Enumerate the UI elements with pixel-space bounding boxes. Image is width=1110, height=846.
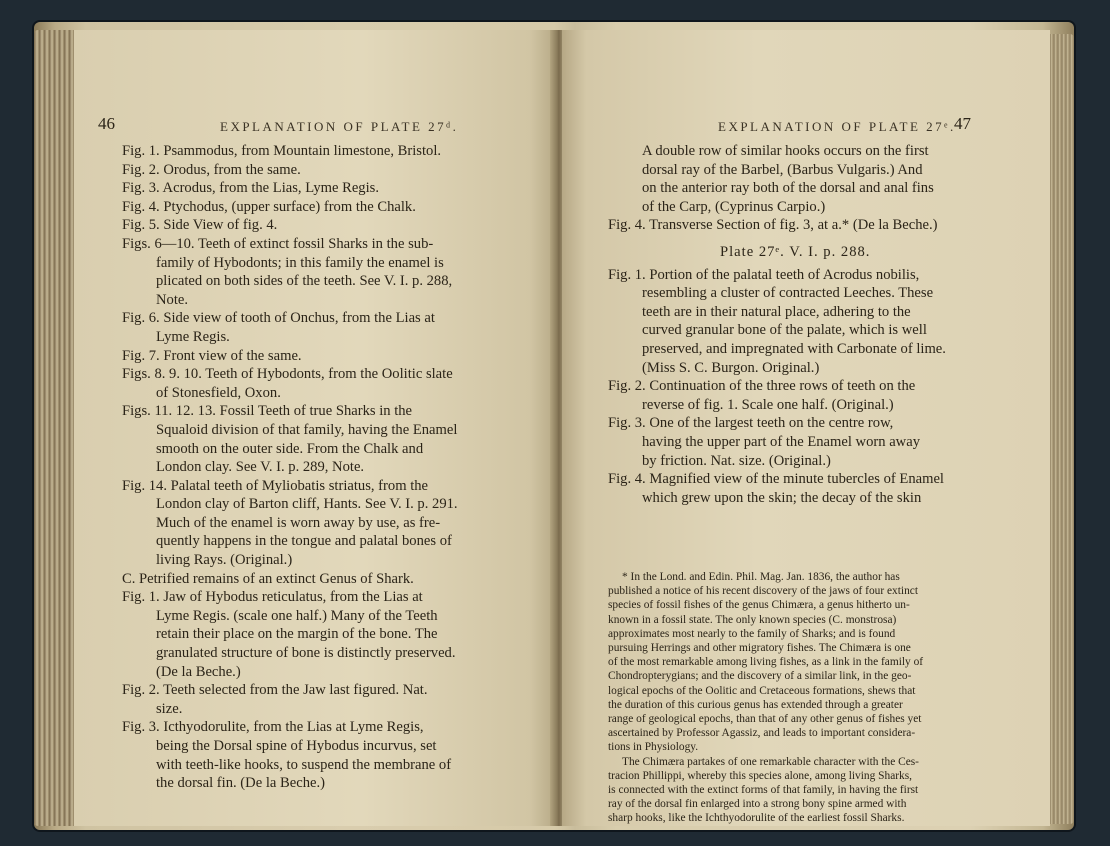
text-line: size. [156,700,183,717]
text-line: Fig. 1. Jaw of Hybodus reticulatus, from the Lias at [122,589,423,606]
text-line: London clay. See V. I. p. 289, Note. [156,459,365,476]
running-header: EXPLANATION OF PLATE 27ᵈ. [220,119,459,134]
footnote-line: published a notice of his recent discovery of the jaws of four extinct [608,585,918,598]
text-line: Lyme Regis. (scale one half.) Many of the Teeth [156,607,438,624]
text-line: smooth on the outer side. From the Chalk and [156,440,424,457]
text-line: the dorsal fin. (De la Beche.) [156,775,325,792]
text-line: Fig. 1. Portion of the palatal teeth of Acrodus nobilis, [608,266,920,283]
text-line: Fig. 2. Teeth selected from the Jaw last figured. Nat. [122,682,428,699]
text-line: reverse of fig. 1. Scale one half. (Original.) [642,396,894,413]
right-page-text [608,142,1018,507]
footnote-line: species of fossil fishes of the genus Chimæra, a genus hitherto un- [608,599,910,612]
text-line: Fig. 7. Front view of the same. [122,347,302,364]
open-book [34,22,1074,830]
text-line: Much of the enamel is worn away by use, as fre- [156,514,441,531]
text-line: living Rays. (Original.) [156,552,293,569]
text-line: preserved, and impregnated with Carbonate of lime. [642,340,946,357]
text-line: (Miss S. C. Burgon. Original.) [642,359,820,376]
footnote-line: is connected with the extinct forms of that family, in having the first [608,784,919,797]
page-number: 47 [954,114,971,133]
text-line: dorsal ray of the Barbel, (Barbus Vulgaris.) And [642,161,923,178]
footnote-line: * In the Lond. and Edin. Phil. Mag. Jan. 1836, the author has [622,571,900,583]
text-line: Fig. 2. Orodus, from the same. [122,161,301,178]
right-page [562,30,1050,826]
text-line: retain their place on the margin of the bone. The [156,626,438,643]
text-line: Fig. 4. Magnified view of the minute tubercles of Enamel [608,471,944,488]
footnote-line: sharp hooks, like the Ichthyodorulite of the earliest fossil Sharks. [608,812,905,825]
text-line: of the Carp, (Cyprinus Carpio.) [642,198,826,215]
text-line: London clay of Barton cliff, Hants. See V. I. p. 291. [156,496,458,513]
text-line: Fig. 3. Icthyodorulite, from the Lias at Lyme Regis, [122,719,424,736]
text-line: Note. [156,291,189,308]
text-line: on the anterior ray both of the dorsal and anal fins [642,180,934,197]
footnote-line: ascertained by Professor Agassiz, and leads to important considera- [608,727,916,740]
footnote-line: of the most remarkable among living fishes, as a link in the family of [608,656,924,669]
text-line: Figs. 6—10. Teeth of extinct fossil Sharks in the sub- [122,235,434,252]
text-line: Fig. 6. Side view of tooth of Onchus, from the Lias at [122,310,435,327]
text-line: (De la Beche.) [156,663,241,680]
page-number: 46 [98,114,115,133]
text-line: Fig. 2. Continuation of the three rows of teeth on the [608,378,916,395]
text-line: quently happens in the tongue and palatal bones of [156,533,452,550]
text-line: teeth are in their natural place, adhering to the [642,303,911,320]
text-line: Figs. 8. 9. 10. Teeth of Hybodonts, from the Oolitic slate [122,366,453,383]
footnote-line: logical epochs of the Oolitic and Cretaceous formations, shews that [608,684,916,697]
footnote-line: the duration of this curious genus has extended through a greater [608,698,903,711]
text-line: Fig. 1. Psammodus, from Mountain limestone, Bristol. [122,143,442,159]
footnote-line: ray of the dorsal fin enlarged into a strong bony spine armed with [608,798,907,811]
text-line: Fig. 4. Ptychodus, (upper surface) from the Chalk. [122,198,416,215]
text-line: Figs. 11. 12. 13. Fossil Teeth of true Sharks in the [122,403,413,420]
footnote-line: Chondropterygians; and the discovery of a similar link, in the geo- [608,670,912,683]
text-line: C. Petrified remains of an extinct Genus of Shark. [122,570,414,587]
text-line: Fig. 4. Transverse Section of fig. 3, at a.* (De la Beche.) [608,217,938,234]
text-line: A double row of similar hooks occurs on the first [642,143,929,159]
footnote-line: approximates most nearly to the family of Sharks; and is found [608,627,896,640]
text-line: Lyme Regis. [156,328,230,345]
text-line: by friction. Nat. size. (Original.) [642,452,831,469]
text-line: Squaloid division of that family, having the Enamel [156,421,458,438]
text-line: having the upper part of the Enamel worn away [642,433,920,450]
text-line: of Stonesfield, Oxon. [156,384,281,401]
footnote-line: tracion Phillippi, whereby this species alone, among living Sharks, [608,769,913,782]
text-line: resembling a cluster of contracted Leeches. These [642,285,934,302]
left-page-text [122,142,532,793]
text-line: curved granular bone of the palate, which is well [642,322,927,339]
text-line: with teeth-like hooks, to suspend the membrane of [156,756,452,773]
footnote [608,570,1018,826]
text-line: Fig. 5. Side View of fig. 4. [122,217,278,234]
footnote-line: known in a fossil state. The only known species (C. monstrosa) [608,613,897,626]
running-header: EXPLANATION OF PLATE 27ᵉ. [718,119,956,134]
left-page [74,30,554,826]
text-line: Fig. 3. Acrodus, from the Lias, Lyme Regis. [122,180,379,197]
text-line [608,235,1018,243]
page-edges-right [1048,34,1074,824]
footnote-line: tions in Physiology. [608,741,699,754]
footnote-line: The Chimæra partakes of one remarkable character with the Ces- [622,755,919,768]
text-line: plicated on both sides of the teeth. See V. I. p. 288, [156,273,453,290]
text-line: which grew upon the skin; the decay of the skin [642,489,922,506]
text-line: family of Hybodonts; in this family the enamel is [156,254,444,271]
text-line: Fig. 14. Palatal teeth of Myliobatis striatus, from the [122,477,429,494]
page-edges-left [34,30,74,826]
text-line: granulated structure of bone is distinctly preserved. [156,645,456,662]
text-line: being the Dorsal spine of Hybodus incurvus, set [156,738,437,754]
footnote-line: range of geological epochs, than that of any other genus of fishes yet [608,713,922,726]
text-line: Fig. 3. One of the largest teeth on the centre row, [608,415,894,432]
text-line: Plate 27ᵉ. V. I. p. 288. [720,243,871,260]
footnote-line: pursuing Herrings and other migratory fishes. The Chimæra is one [608,642,911,655]
